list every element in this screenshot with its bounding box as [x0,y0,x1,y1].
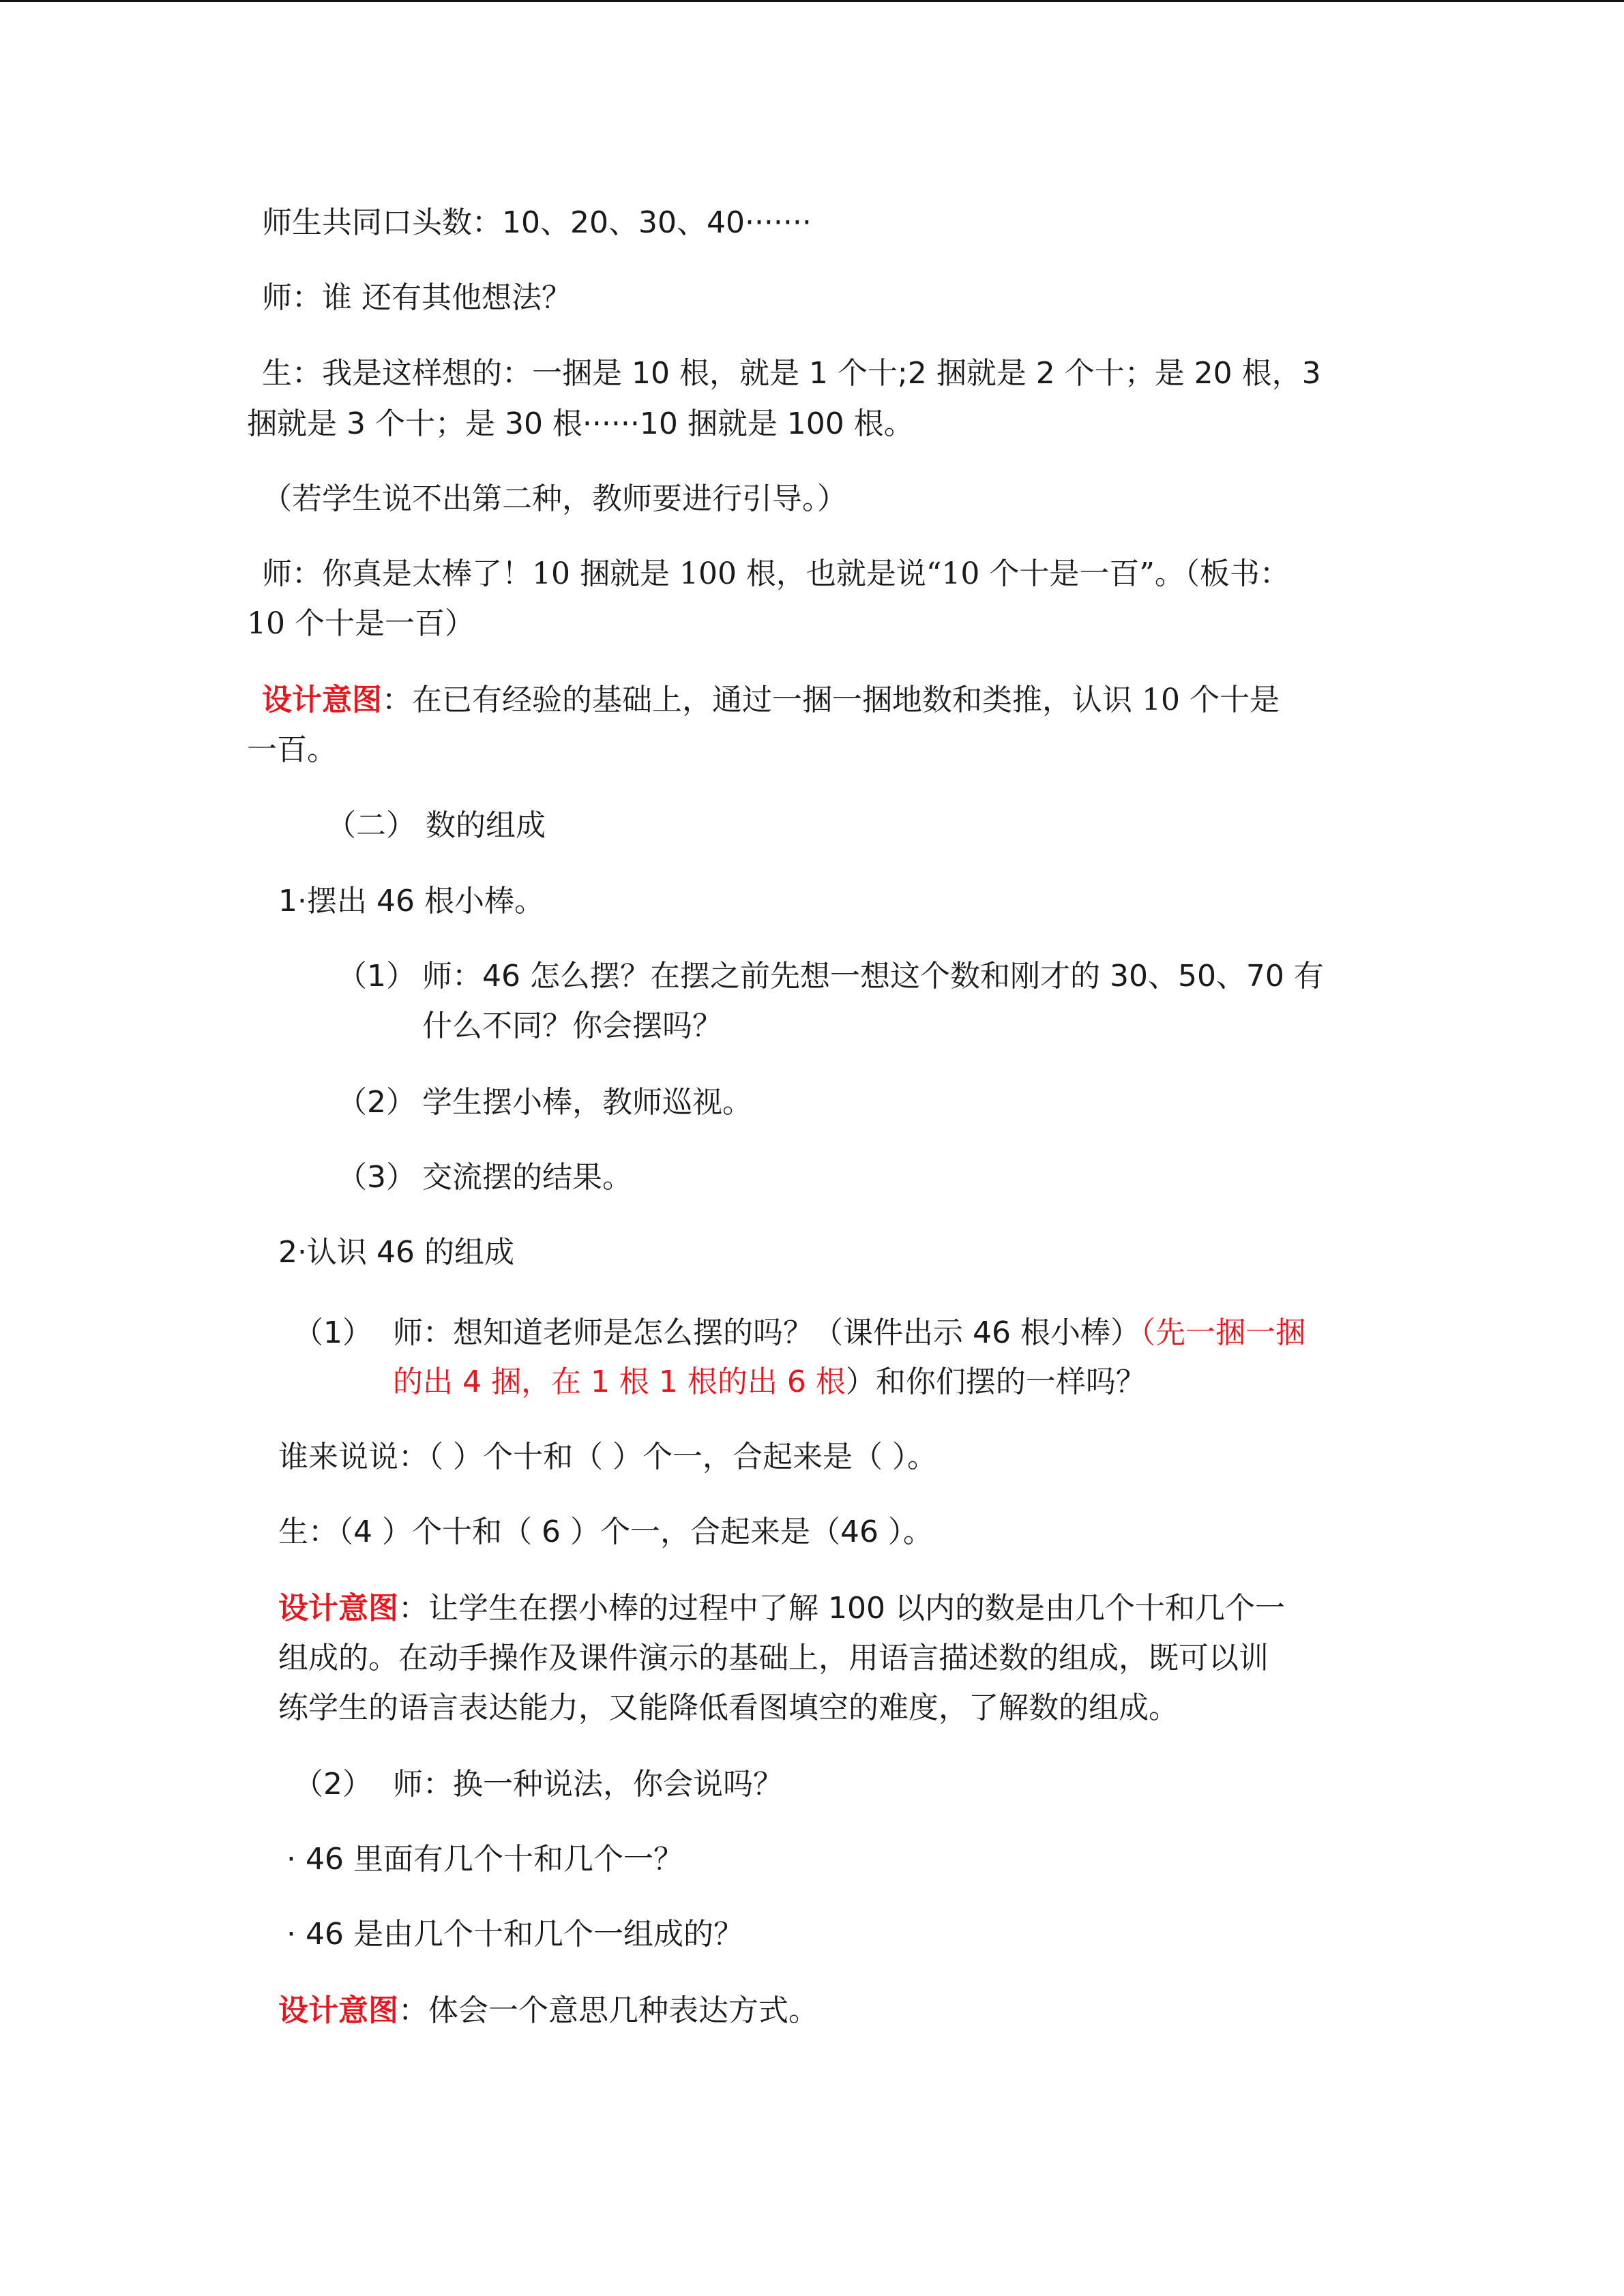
design-intent-text: ：体会一个意思几种表达方式。 [398,1993,818,2028]
design-intent-3 [278,1986,818,2036]
bullet-item: · 46 是由几个十和几个一组成的？ [286,1917,743,1952]
paragraph-teacher-praise-1: 师：你真是太棒了！10 捆就是 100 根，也就是说“10 个十是一百”。（板书： [262,556,1290,591]
teacher-question-text: ）和你们摆的一样吗？ [845,1365,1146,1399]
list-item-text-cont [393,1357,1146,1407]
paragraph-student-answer-2: 捆就是 3 个十；是 30 根······10 捆就是 100 根。 [247,406,914,441]
list-item-text: 交流摆的结果。 [422,1160,632,1195]
list-item-text: 师：46 怎么摆？在摆之前先想一想这个数和刚才的 30、50、70 有 [422,959,1324,994]
design-intent-label: 设计意图 [278,1993,398,2028]
highlighted-text: 的出 4 捆，在 1 根 1 根的出 6 根 [393,1365,846,1399]
design-intent-label: 设计意图 [278,1591,398,1626]
section-heading-composition: （二） 数的组成 [326,808,546,843]
paragraph-teacher-praise-2: 10 个十是一百） [247,606,475,641]
design-intent-text: ：在已有经验的基础上，通过一捆一捆地数和类推，认识 10 个十是 [382,683,1280,717]
paragraph-teacher-question: 师：谁 还有其他想法？ [262,280,572,315]
list-item-text-cont: 什么不同？你会摆吗？ [422,1009,722,1043]
list-item-number: （2） [293,1767,372,1802]
paragraph-oral-counting: 师生共同口头数：10、20、30、40······· [262,205,812,240]
step-1-heading: 1·摆出 46 根小棒。 [278,884,544,919]
design-intent-2 [278,1583,1285,1634]
list-item-text: 学生摆小棒，教师巡视。 [422,1085,752,1120]
fill-in-prompt: 谁来说说：（ ）个十和（ ）个一，合起来是（ ）。 [278,1440,937,1474]
design-intent-1 [262,675,1280,726]
highlighted-text: （先一捆一捆 [1140,1315,1305,1350]
paragraph-student-answer-1: 生：我是这样想的：一捆是 10 根，就是 1 个十;2 捆就是 2 个十；是 20 根，3 [262,356,1321,391]
step-2-heading: 2·认识 46 的组成 [278,1235,514,1270]
list-item-number: （1） [337,959,416,994]
list-item-number: （3） [337,1160,416,1195]
design-intent-2-cont: 组成的。在动手操作及课件演示的基础上，用语言描述数的组成，既可以训 [278,1641,1269,1675]
design-intent-label: 设计意图 [262,683,382,717]
teacher-question-text: 师：想知道老师是怎么摆的吗？（课件出示 46 根小棒） [393,1315,1140,1350]
list-item-text [393,1308,1305,1358]
design-intent-1-cont: 一百。 [247,732,337,767]
design-intent-text: ：让学生在摆小棒的过程中了解 100 以内的数是由几个十和几个一 [398,1591,1285,1626]
list-item-text: 师：换一种说法，你会说吗？ [393,1767,783,1802]
bullet-item: · 46 里面有几个十和几个一？ [286,1842,683,1877]
list-item-number: （2） [337,1085,416,1120]
list-item-number: （1） [293,1315,372,1350]
design-intent-2-cont: 练学生的语言表达能力，又能降低看图填空的难度，了解数的组成。 [278,1690,1179,1725]
student-fill-in-answer: 生：（4 ）个十和（ 6 ）个一，合起来是（46 ）。 [278,1515,933,1549]
top-border-rule [0,0,1624,2]
paragraph-note: （若学生说不出第二种，教师要进行引导。） [262,481,847,516]
